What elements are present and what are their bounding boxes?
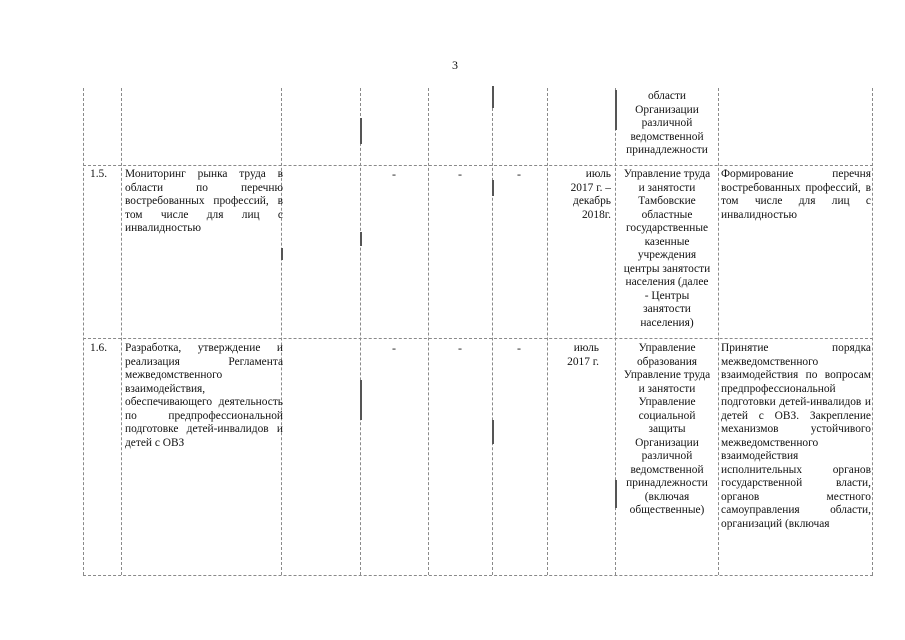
border-stroke <box>360 380 362 420</box>
row-activity: Мониторинг рынка труда в области по перечню востребованных профессий, в том числе для лиц с инвалидностью <box>125 168 283 234</box>
row-term: июль 2017 г. – декабрь 2018г. <box>570 168 611 221</box>
column-divider <box>718 88 719 575</box>
row-number: 1.5. <box>90 168 108 180</box>
row-value-1: - <box>392 167 396 181</box>
table-border-right <box>872 88 873 575</box>
continuation-responsible-cell: области Организации различной ведомственной принадлежности <box>626 90 708 156</box>
row-activity: Разработка, утверждение и реализация Регламента межведомственного взаимодействия, обеспечивающего деятельность по предпрофессиональной подготовке детей-инвалидов и детей с ОВЗ <box>125 342 283 449</box>
row-value-2: - <box>458 167 462 181</box>
row-result: Принятие порядка межведомственного взаимодействия по вопросам предпрофессиональной подготовки детей-инвалидов и детей с ОВЗ. Закрепление механизмов устойчивого межведомственного взаимодействия исполнительных органов государственной власти, органов местного самоуправления области, организаций (включая <box>721 342 871 530</box>
row-divider <box>83 165 873 166</box>
row-value-3: - <box>517 167 521 181</box>
column-divider <box>492 88 493 575</box>
border-stroke <box>492 420 494 444</box>
row-divider <box>83 338 873 339</box>
row-responsible: Управление труда и занятости Тамбовские областные государственные казенные учреждения центры занятости населения (далее - Центры занятости населения) <box>623 168 711 329</box>
border-stroke <box>360 118 362 144</box>
column-divider <box>121 88 122 575</box>
row-responsible: Управление образования Управление труда и занятости Управление социальной защиты Организации различной ведомственной принадлежности (включая общественные) <box>623 342 711 516</box>
row-result: Формирование перечня востребованных профессий, в том числе для лиц с инвалидностью <box>721 168 871 221</box>
column-divider <box>547 88 548 575</box>
column-divider <box>360 88 361 575</box>
page-number: 3 <box>452 58 458 72</box>
table-border-left <box>83 88 84 575</box>
border-stroke <box>281 248 283 260</box>
row-term: июль 2017 г. <box>567 342 599 368</box>
row-value-2: - <box>458 341 462 355</box>
border-stroke <box>360 232 362 246</box>
row-value-3: - <box>517 341 521 355</box>
border-stroke <box>492 86 494 108</box>
column-divider <box>428 88 429 575</box>
border-stroke <box>492 180 494 196</box>
row-value-1: - <box>392 341 396 355</box>
column-divider <box>281 88 282 575</box>
row-number: 1.6. <box>90 342 108 354</box>
table-border-bottom <box>83 575 873 576</box>
